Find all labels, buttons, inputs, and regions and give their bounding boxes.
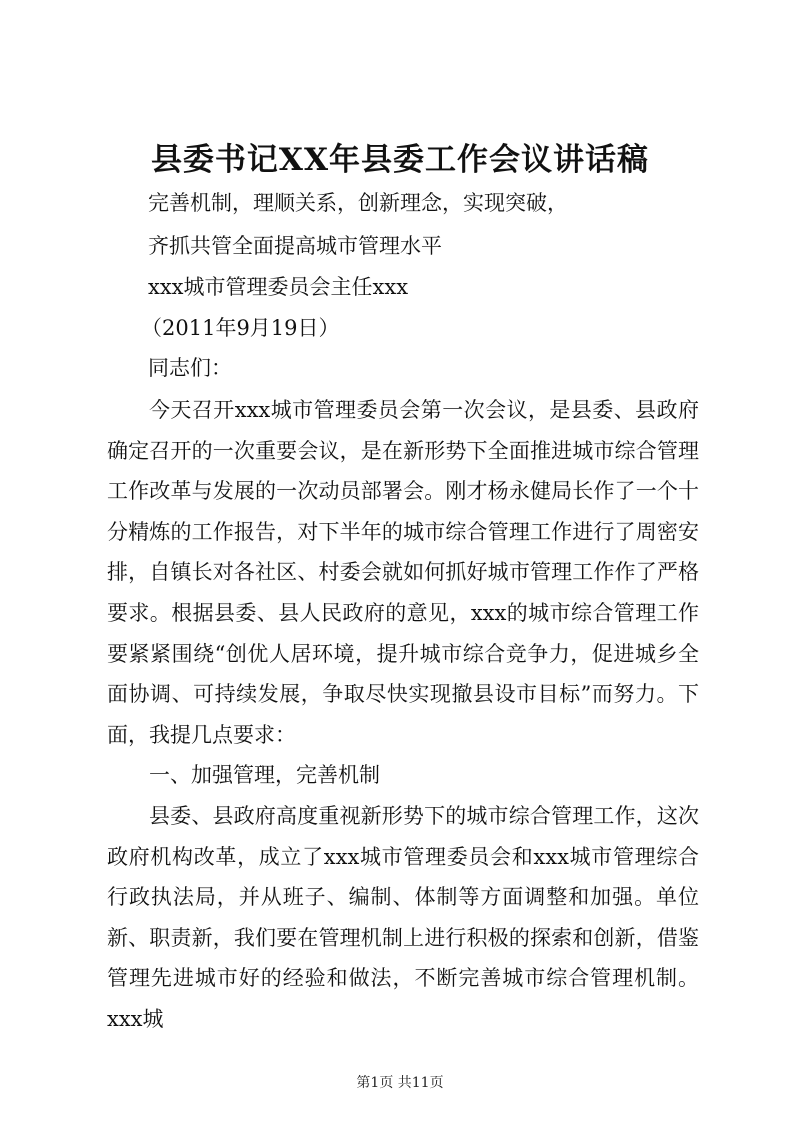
subtitle-line-2: 齐抓共管全面提高城市管理水平 [148,234,442,258]
document-title: 县委书记XX年县委工作会议讲话稿 [150,142,650,178]
subtitle-line-1: 完善机制，理顺关系，创新理念，实现突破， [148,191,568,215]
page-footer: 第1页 共11页 [356,1075,444,1091]
paragraph-2: 县委、县政府高度重视新形势下的城市综合管理工作，这次政府机构改革，成立了xxx城市管理委员会和xxx城市管理综合行政执法局，并从班子、编制、体制等方面调整和加强。单位新、职责新，我们要在管理机制上进行积极的探索和创新，借鉴管理先进城市好的经验和做法，不断完善城市综合管理机制。xxx城 [107,803,699,1031]
salutation: 同志们： [148,356,232,380]
body-text [107,390,699,1040]
paragraph-1: 今天召开xxx城市管理委员会第一次会议，是县委、县政府确定召开的一次重要会议，是在新形势下全面推进城市综合管理工作改革与发展的一次动员部署会。刚才杨永健局长作了一个十分精炼的工作报告，对下半年的城市综合管理工作进行了周密安排，自镇长对各社区、村委会就如何抓好城市管理工作作了严格要求。根据县委、县人民政府的意见，xxx的城市综合管理工作要紧紧围绕“创优人居环境，提升城市综合竞争力，促进城乡全面协调、可持续发展，争取尽快实现撤县设市目标”而努力。下面，我提几点要求： [107,398,699,747]
date-line: （2011年9月19日） [141,316,340,340]
author-line: xxx城市管理委员会主任xxx [148,275,409,299]
section-1-heading: 一、加强管理，完善机制 [149,763,380,788]
